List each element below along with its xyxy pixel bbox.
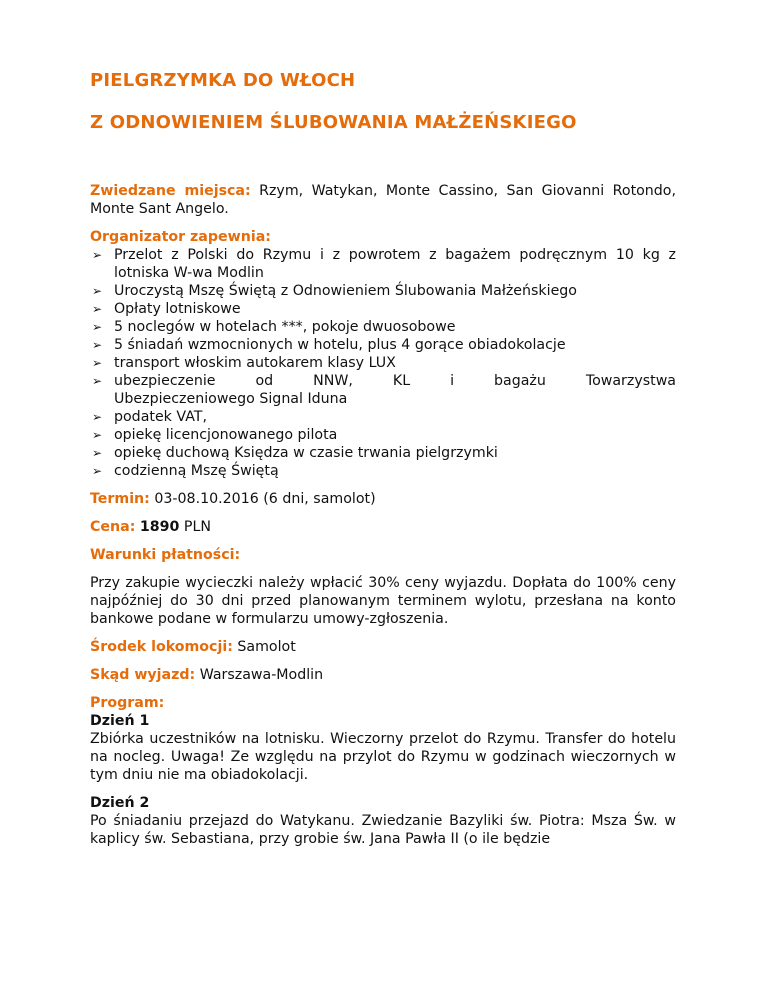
departure-value: Warszawa-Modlin — [195, 667, 324, 683]
price-paragraph — [90, 518, 676, 536]
program-label: Program: — [90, 695, 165, 711]
places-text: Rzym, Watykan, Monte Cassino, San Giovanni Rotondo, Monte Sant Angelo. — [90, 183, 676, 217]
arrow-bullet-icon: ➢ — [92, 410, 103, 424]
list-item: ➢ Uroczystą Mszę Świętą z Odnowieniem Ślubowania Małżeńskiego — [92, 283, 577, 299]
price-label: Cena: — [90, 519, 136, 535]
departure-paragraph — [90, 666, 676, 684]
list-item: ➢ Opłaty lotniskowe — [92, 301, 241, 317]
day-2-text: Po śniadaniu przejazd do Watykanu. Zwiedzanie Bazyliki św. Piotra: Msza Św. w kaplicy św. Sebastiana, przy grobie św. Jana Pawła II (o ile będzie — [90, 813, 676, 847]
document-body — [90, 182, 676, 858]
list-item: ➢ Przelot z Polski do Rzymu i z powrotem z bagażem podręcznym 10 kg z lotniska W-wa Modlin — [92, 247, 676, 281]
price-currency: PLN — [179, 519, 211, 535]
title-line-2: Z ODNOWIENIEM ŚLUBOWANIA MAŁŻEŃSKIEGO — [90, 112, 577, 133]
list-item: ➢ 5 śniadań wzmocnionych w hotelu, plus 4 gorące obiadokolacje — [92, 337, 566, 353]
term-value: 03-08.10.2016 (6 dni, samolot) — [149, 491, 376, 507]
arrow-bullet-icon: ➢ — [92, 320, 103, 334]
organizer-list — [90, 246, 676, 480]
places-label: Zwiedzane miejsca: — [90, 183, 251, 199]
list-item: ➢ 5 noclegów w hotelach ***, pokoje dwuosobowe — [92, 319, 456, 335]
transport-value: Samolot — [232, 639, 296, 655]
payment-label: Warunki płatności: — [90, 547, 241, 563]
arrow-bullet-icon: ➢ — [92, 464, 103, 478]
list-item: ➢ transport włoskim autokarem klasy LUX — [92, 355, 396, 371]
day-1-title: Dzień 1 — [90, 713, 150, 729]
title-line-1: PIELGRZYMKA DO WŁOCH — [90, 70, 356, 91]
arrow-bullet-icon: ➢ — [92, 356, 103, 370]
arrow-bullet-icon: ➢ — [92, 374, 103, 388]
arrow-bullet-icon: ➢ — [92, 302, 103, 316]
transport-paragraph — [90, 638, 676, 656]
list-item: ➢ podatek VAT, — [92, 409, 207, 425]
departure-label: Skąd wyjazd: — [90, 667, 196, 683]
term-label: Termin: — [90, 491, 150, 507]
price-amount: 1890 — [139, 519, 180, 535]
list-item: ➢ ubezpieczenie od NNW, KL i bagażu Towarzystwa Ubezpieczeniowego Signal Iduna — [92, 373, 676, 407]
day-1-text: Zbiórka uczestników na lotnisku. Wieczorny przelot do Rzymu. Transfer do hotelu na nocleg. Uwaga! Ze względu na przylot do Rzymu w godzinach wieczornych w tym dniu nie ma obiadokolacji. — [90, 731, 676, 783]
program-section — [90, 694, 676, 848]
transport-label: Środek lokomocji: — [90, 639, 233, 655]
arrow-bullet-icon: ➢ — [92, 248, 103, 262]
list-item: ➢ opiekę duchową Księdza w czasie trwania pielgrzymki — [92, 445, 498, 461]
list-item: ➢ opiekę licencjonowanego pilota — [92, 427, 338, 443]
arrow-bullet-icon: ➢ — [92, 428, 103, 442]
arrow-bullet-icon: ➢ — [92, 446, 103, 460]
payment-text: Przy zakupie wycieczki należy wpłacić 30% ceny wyjazdu. Dopłata do 100% ceny najpóźniej do 30 dni przed planowanym terminem wylotu, przesłana na konto bankowe podane w formularzu umowy-zgłoszenia. — [90, 575, 676, 627]
arrow-bullet-icon: ➢ — [92, 338, 103, 352]
organizer-section — [90, 228, 676, 480]
arrow-bullet-icon: ➢ — [92, 284, 103, 298]
places-paragraph — [90, 182, 676, 218]
organizer-label: Organizator zapewnia: — [90, 229, 271, 245]
list-item: ➢ codzienną Mszę Świętą — [92, 463, 279, 479]
day-2-title: Dzień 2 — [90, 795, 150, 811]
term-paragraph — [90, 490, 676, 508]
